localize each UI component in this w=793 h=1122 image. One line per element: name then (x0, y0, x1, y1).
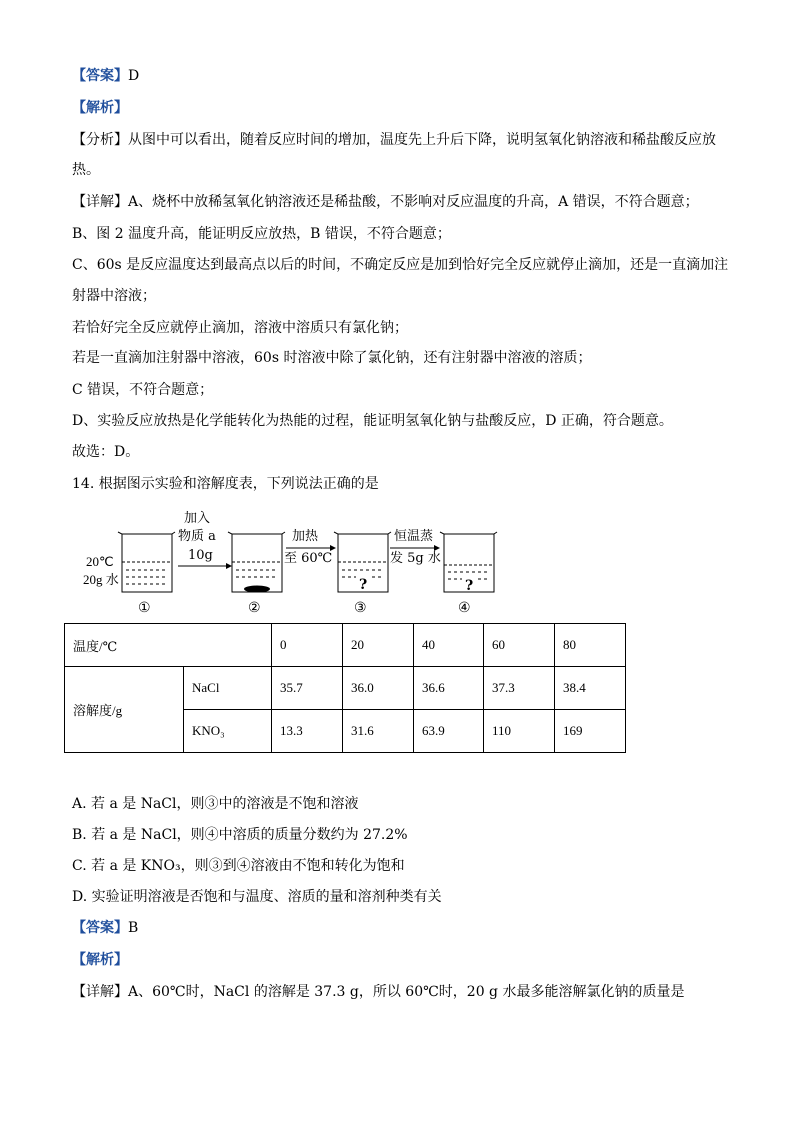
substance-cell: NaCl (184, 667, 272, 710)
option-d: D. 实验证明溶液是否饱和与温度、溶质的量和溶剂种类有关 (72, 889, 442, 905)
answer-line-14 (72, 918, 138, 938)
value-cell: 35.7 (272, 667, 343, 710)
option-b: B. 若 a 是 NaCl，则④中溶质的质量分数约为 27.2% (72, 827, 408, 843)
table-row (65, 624, 626, 667)
temp-cell: 20 (343, 624, 414, 667)
detail-label-14: 【详解】 (72, 984, 128, 1000)
fenxi-label: 【分析】 (72, 132, 128, 148)
value-cell: 38.4 (555, 667, 626, 710)
temp-cell: 60 (484, 624, 555, 667)
answer-value-14: B (128, 920, 139, 936)
table-row (65, 667, 626, 710)
step1-text-2: 物质 a (178, 529, 216, 544)
beaker-label-1: ① (138, 600, 151, 616)
solubility-label: 溶解度/g (65, 667, 184, 753)
temp-cell: 40 (414, 624, 484, 667)
detail-a-text: A、烧杯中放稀氢氧化钠溶液还是稀盐酸，不影响对反应温度的升高，A 错误，不符合题意； (128, 194, 699, 210)
answer-label: 【答案】 (72, 68, 128, 84)
temp-cell: 80 (555, 624, 626, 667)
value-cell: 169 (555, 710, 626, 753)
beaker-label-2: ② (248, 600, 261, 616)
beaker-3-unknown: ? (359, 577, 368, 593)
fenxi-text: 从图中可以看出，随着反应时间的增加，温度先上升后下降，说明氢氧化钠溶液和稀盐酸反应放 (128, 132, 716, 148)
beaker-2 (228, 532, 285, 593)
analysis-heading-14 (72, 950, 128, 970)
analysis-heading-13 (72, 98, 128, 118)
experiment-diagram (80, 510, 500, 620)
detail-14a-text: A、60℃时，NaCl 的溶解是 37.3 g，所以 60℃时，20 g 水最多能溶解氯化钠的质量是 (128, 984, 685, 1000)
answer-line-13 (72, 66, 139, 86)
fenxi-line-2: 热。 (72, 162, 100, 178)
substance-cell: KNO₃ (184, 710, 272, 753)
beaker-label-3: ③ (354, 600, 367, 616)
answer-label-14: 【答案】 (72, 920, 128, 936)
value-cell: 36.0 (343, 667, 414, 710)
value-cell: 110 (484, 710, 555, 753)
step3-text-2: 发 5g 水 (390, 551, 441, 566)
question-14-stem: 14. 根据图示实验和溶解度表，下列说法正确的是 (72, 476, 379, 492)
detail-line-c2: 射器中溶液； (72, 288, 156, 304)
step3-text-1: 恒温蒸 (394, 529, 434, 544)
temp-header: 温度/℃ (65, 624, 272, 667)
detail-line-d: D、实验反应放热是化学能转化为热能的过程，能证明氢氧化钠与盐酸反应，D 正确，符合题意。 (72, 413, 673, 429)
value-cell: 13.3 (272, 710, 343, 753)
detail-label: 【详解】 (72, 194, 128, 210)
detail-line-c1: C、60s 是反应温度达到最高点以后的时间，不确定反应是加到恰好完全反应就停止滴加，还是一直滴加注 (72, 257, 729, 273)
detail-line-c5: C 错误，不符合题意； (72, 382, 214, 398)
value-cell: 36.6 (414, 667, 484, 710)
step1-text-1: 加入 (184, 511, 211, 526)
analysis-label-14: 【解析】 (72, 952, 128, 968)
detail-line-a (72, 192, 699, 212)
detail-line-14a (72, 982, 684, 1002)
option-a: A. 若 a 是 NaCl，则③中的溶液是不饱和溶液 (72, 796, 359, 812)
value-cell: 63.9 (414, 710, 484, 753)
step2-text-2: 至 60℃ (284, 551, 333, 566)
choose-line: 故选：D。 (72, 444, 140, 460)
start-temp-label: 20℃ (86, 554, 114, 569)
beaker-1 (118, 532, 175, 592)
value-cell: 37.3 (484, 667, 555, 710)
fenxi-line-1 (72, 130, 716, 150)
step1-text-3: 10g (188, 548, 213, 563)
option-c: C. 若 a 是 KNO₃，则③到④溶液由不饱和转化为饱和 (72, 858, 405, 874)
beaker-label-4: ④ (458, 600, 471, 616)
detail-line-c3: 若恰好完全反应就停止滴加，溶液中溶质只有氯化钠； (72, 320, 408, 336)
step2-text-1: 加热 (292, 529, 319, 544)
detail-line-b: B、图 2 温度升高，能证明反应放热，B 错误，不符合题意； (72, 226, 451, 242)
start-water-label: 20g 水 (83, 572, 119, 587)
solubility-table (64, 623, 626, 753)
value-cell: 31.6 (343, 710, 414, 753)
beaker-4-unknown: ? (465, 578, 474, 594)
analysis-label: 【解析】 (72, 100, 128, 116)
answer-value: D (128, 68, 140, 84)
temp-cell: 0 (272, 624, 343, 667)
undissolved-solid (244, 586, 270, 593)
detail-line-c4: 若是一直滴加注射器中溶液，60s 时溶液中除了氯化钠，还有注射器中溶液的溶质； (72, 350, 592, 366)
